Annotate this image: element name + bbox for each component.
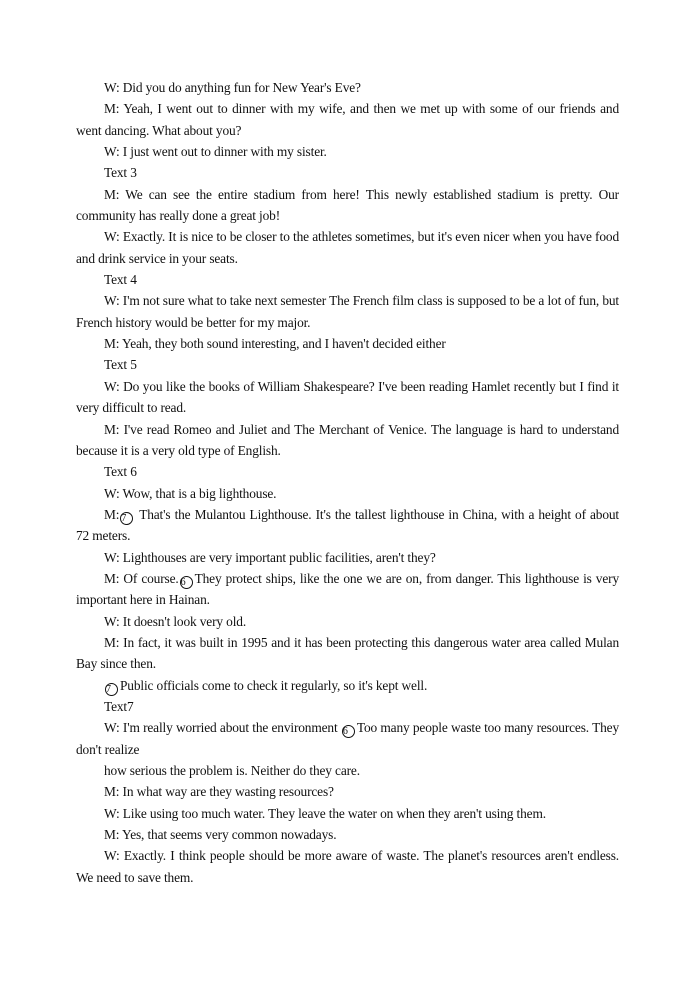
- dialogue-line: W: It doesn't look very old.: [104, 613, 247, 629]
- dialogue-line: M: I've read Romeo and Juliet and The Merchant of Venice. The language is hard to understand because it is a very old type of English.: [76, 421, 619, 458]
- section-heading: Text 4: [104, 272, 137, 288]
- dialogue-line: W: Exactly. I think people should be more aware of waste. The planet's resources aren't endless. We need to save them.: [76, 848, 619, 885]
- dialogue-line: W: Do you like the books of William Shakespeare? I've been reading Hamlet recently but I find it very difficult to read.: [76, 378, 619, 416]
- dialogue-line: W: Lighthouses are very important public facilities, aren't they?: [104, 549, 436, 565]
- circled-number-marker: 6: [180, 576, 193, 589]
- circled-number-marker: 7: [105, 683, 118, 696]
- dialogue-line: M: 7 That's the Mulantou Lighthouse. It's the tallest lighthouse in China, with a height of about 72 meters.: [76, 506, 619, 544]
- circled-number-marker: 7: [120, 512, 133, 525]
- dialogue-line: M: Yeah, I went out to dinner with my wife, and then we met up with some of our friends and went dancing. What about you?: [76, 101, 619, 138]
- dialogue-line: M: We can see the entire stadium from here! This newly established stadium is pretty. Our community has really done a great job!: [76, 186, 619, 224]
- dialogue-line: W: Wow, that is a big lighthouse.: [104, 485, 277, 501]
- section-heading: Text7: [104, 698, 134, 714]
- dialogue-line: M: Yeah, they both sound interesting, and I haven't decided either: [104, 336, 446, 352]
- circled-number-marker: 6: [342, 725, 355, 738]
- dialogue-line: M: Yes, that seems very common nowadays.: [104, 827, 337, 843]
- dialogue-line: W: Like using too much water. They leave the water on when they aren't using them.: [104, 805, 546, 821]
- dialogue-line: M: Of course. 6 They protect ships, like the one we are on, from danger. This lighthouse is very important here in Hainan.: [76, 570, 619, 608]
- section-heading: Text 3: [104, 165, 137, 181]
- section-heading: Text 6: [104, 464, 137, 480]
- dialogue-line: W: Exactly. It is nice to be closer to the athletes sometimes, but it's even nicer when you have food and drink service in your seats.: [76, 229, 619, 266]
- dialogue-line: 7 Public officials come to check it regularly, so it's kept well.: [106, 677, 428, 695]
- dialogue-line: how serious the problem is. Neither do they care.: [104, 763, 360, 778]
- dialogue-line: M: In what way are they wasting resources?: [104, 784, 334, 800]
- dialogue-line: W: Did you do anything fun for New Year's Eve?: [104, 80, 361, 95]
- dialogue-line: W: I just went out to dinner with my sister.: [104, 144, 327, 160]
- dialogue-line: W: I'm really worried about the environment 6 Too many people waste too many resources. They don't realize: [76, 720, 619, 757]
- dialogue-line: W: I'm not sure what to take next semester The French film class is supposed to be a lot of fun, but French history would be better for my major.: [76, 293, 619, 330]
- transcript-body: [76, 77, 619, 888]
- dialogue-line: M: In fact, it was built in 1995 and it has been protecting this dangerous water area called Mulan Bay since then.: [76, 634, 619, 672]
- section-heading: Text 5: [104, 357, 137, 373]
